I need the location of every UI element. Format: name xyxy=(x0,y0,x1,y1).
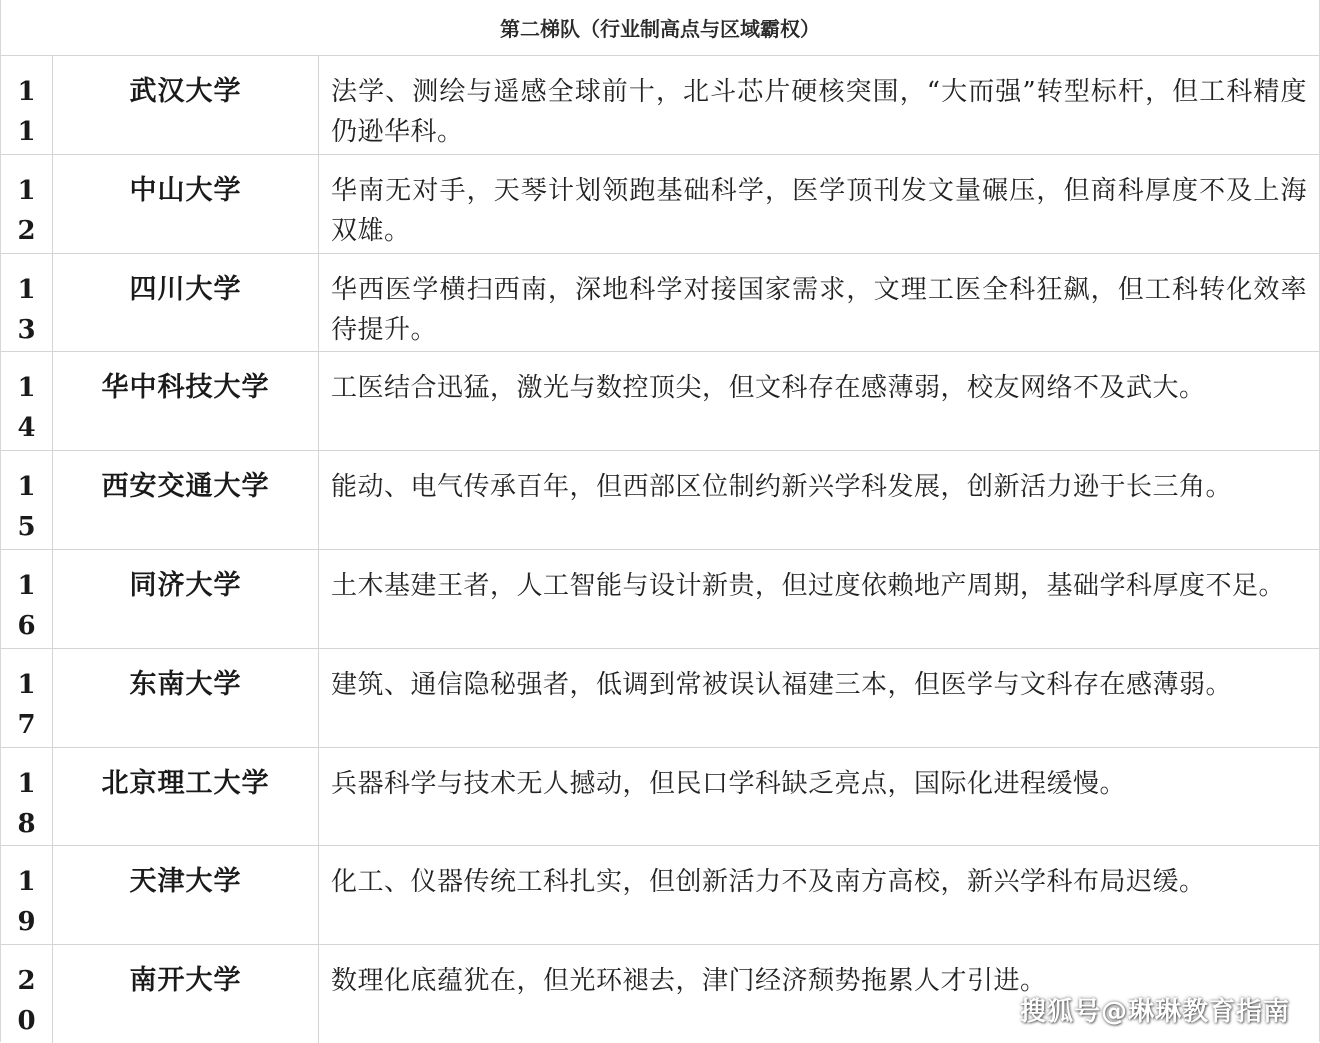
rank-digit: 2 xyxy=(17,966,36,997)
rank-digit: 4 xyxy=(17,413,36,444)
rank-digit: 9 xyxy=(17,907,36,938)
university-description: 数理化底蕴犹在，但光环褪去，津门经济颓势拖累人才引进。 xyxy=(331,966,1047,997)
university-name: 东南大学 xyxy=(53,649,319,747)
university-name: 中山大学 xyxy=(53,155,319,253)
table-row xyxy=(1,254,1319,353)
rank-digit: 1 xyxy=(17,472,36,503)
table-body xyxy=(1,56,1319,1043)
rank-number-cell xyxy=(1,748,53,846)
rank-number-cell xyxy=(1,550,53,648)
watermark: 搜狐号@琳琳教育指南 xyxy=(1019,997,1290,1027)
rank-number-cell xyxy=(1,352,53,450)
table-row xyxy=(1,56,1319,155)
rank-digit: 3 xyxy=(17,314,36,345)
rank-digit: 8 xyxy=(17,808,36,839)
university-description: 能动、电气传承百年，但西部区位制约新兴学科发展，创新活力逊于长三角。 xyxy=(331,472,1233,503)
table-row xyxy=(1,550,1319,649)
university-name: 武汉大学 xyxy=(53,56,319,154)
rank-number-cell xyxy=(1,649,53,747)
university-description: 土木基建王者，人工智能与设计新贵，但过度依赖地产周期，基础学科厚度不足。 xyxy=(331,570,1286,601)
university-description: 法学、测绘与遥感全球前十，北斗芯片硬核突围，“大而强”转型标杆，但工科精度仍逊华科。 xyxy=(331,77,1307,147)
rank-digit: 1 xyxy=(17,768,36,799)
university-name: 西安交通大学 xyxy=(53,451,319,549)
rank-digit: 1 xyxy=(17,669,36,700)
rank-number-cell xyxy=(1,56,53,154)
table-row xyxy=(1,451,1319,550)
table-row xyxy=(1,748,1319,847)
rank-digit: 1 xyxy=(17,373,36,404)
university-description: 建筑、通信隐秘强者，低调到常被误认福建三本，但医学与文科存在感薄弱。 xyxy=(331,669,1233,700)
table-row xyxy=(1,352,1319,451)
university-name: 北京理工大学 xyxy=(53,748,319,846)
table-row xyxy=(1,649,1319,748)
university-name: 华中科技大学 xyxy=(53,352,319,450)
rank-number-cell xyxy=(1,945,53,1043)
university-name: 天津大学 xyxy=(53,846,319,944)
rank-digit: 1 xyxy=(17,77,36,107)
university-description: 兵器科学与技术无人撼动，但民口学科缺乏亮点，国际化进程缓慢。 xyxy=(331,768,1127,799)
rank-digit: 0 xyxy=(17,1006,36,1037)
rank-digit: 1 xyxy=(17,175,36,206)
rank-digit: 6 xyxy=(17,610,36,641)
university-description: 工医结合迅猛，激光与数控顶尖，但文科存在感薄弱，校友网络不及武大。 xyxy=(331,373,1206,404)
rank-digit: 5 xyxy=(17,512,36,543)
table-row xyxy=(1,846,1319,945)
rank-digit: 2 xyxy=(17,215,36,246)
university-name: 南开大学 xyxy=(53,945,319,1043)
rank-digit: 1 xyxy=(17,570,36,601)
university-name: 四川大学 xyxy=(53,254,319,352)
university-description: 华南无对手，天琴计划领跑基础科学，医学顶刊发文量碾压，但商科厚度不及上海双雄。 xyxy=(331,175,1307,246)
rank-number-cell xyxy=(1,254,53,352)
university-description: 华西医学横扫西南，深地科学对接国家需求，文理工医全科狂飙，但工科转化效率待提升。 xyxy=(331,274,1307,345)
table-title: 第二梯队（行业制高点与区域霸权） xyxy=(1,0,1319,56)
rank-digit: 7 xyxy=(17,709,36,740)
rank-digit: 1 xyxy=(17,867,36,898)
rank-number-cell xyxy=(1,846,53,944)
rank-digit: 1 xyxy=(17,274,36,305)
university-name: 同济大学 xyxy=(53,550,319,648)
rank-digit: 1 xyxy=(17,117,36,147)
rank-number-cell xyxy=(1,155,53,253)
university-description: 化工、仪器传统工科扎实，但创新活力不及南方高校，新兴学科布局迟缓。 xyxy=(331,867,1206,898)
rank-number-cell xyxy=(1,451,53,549)
table-row xyxy=(1,155,1319,254)
